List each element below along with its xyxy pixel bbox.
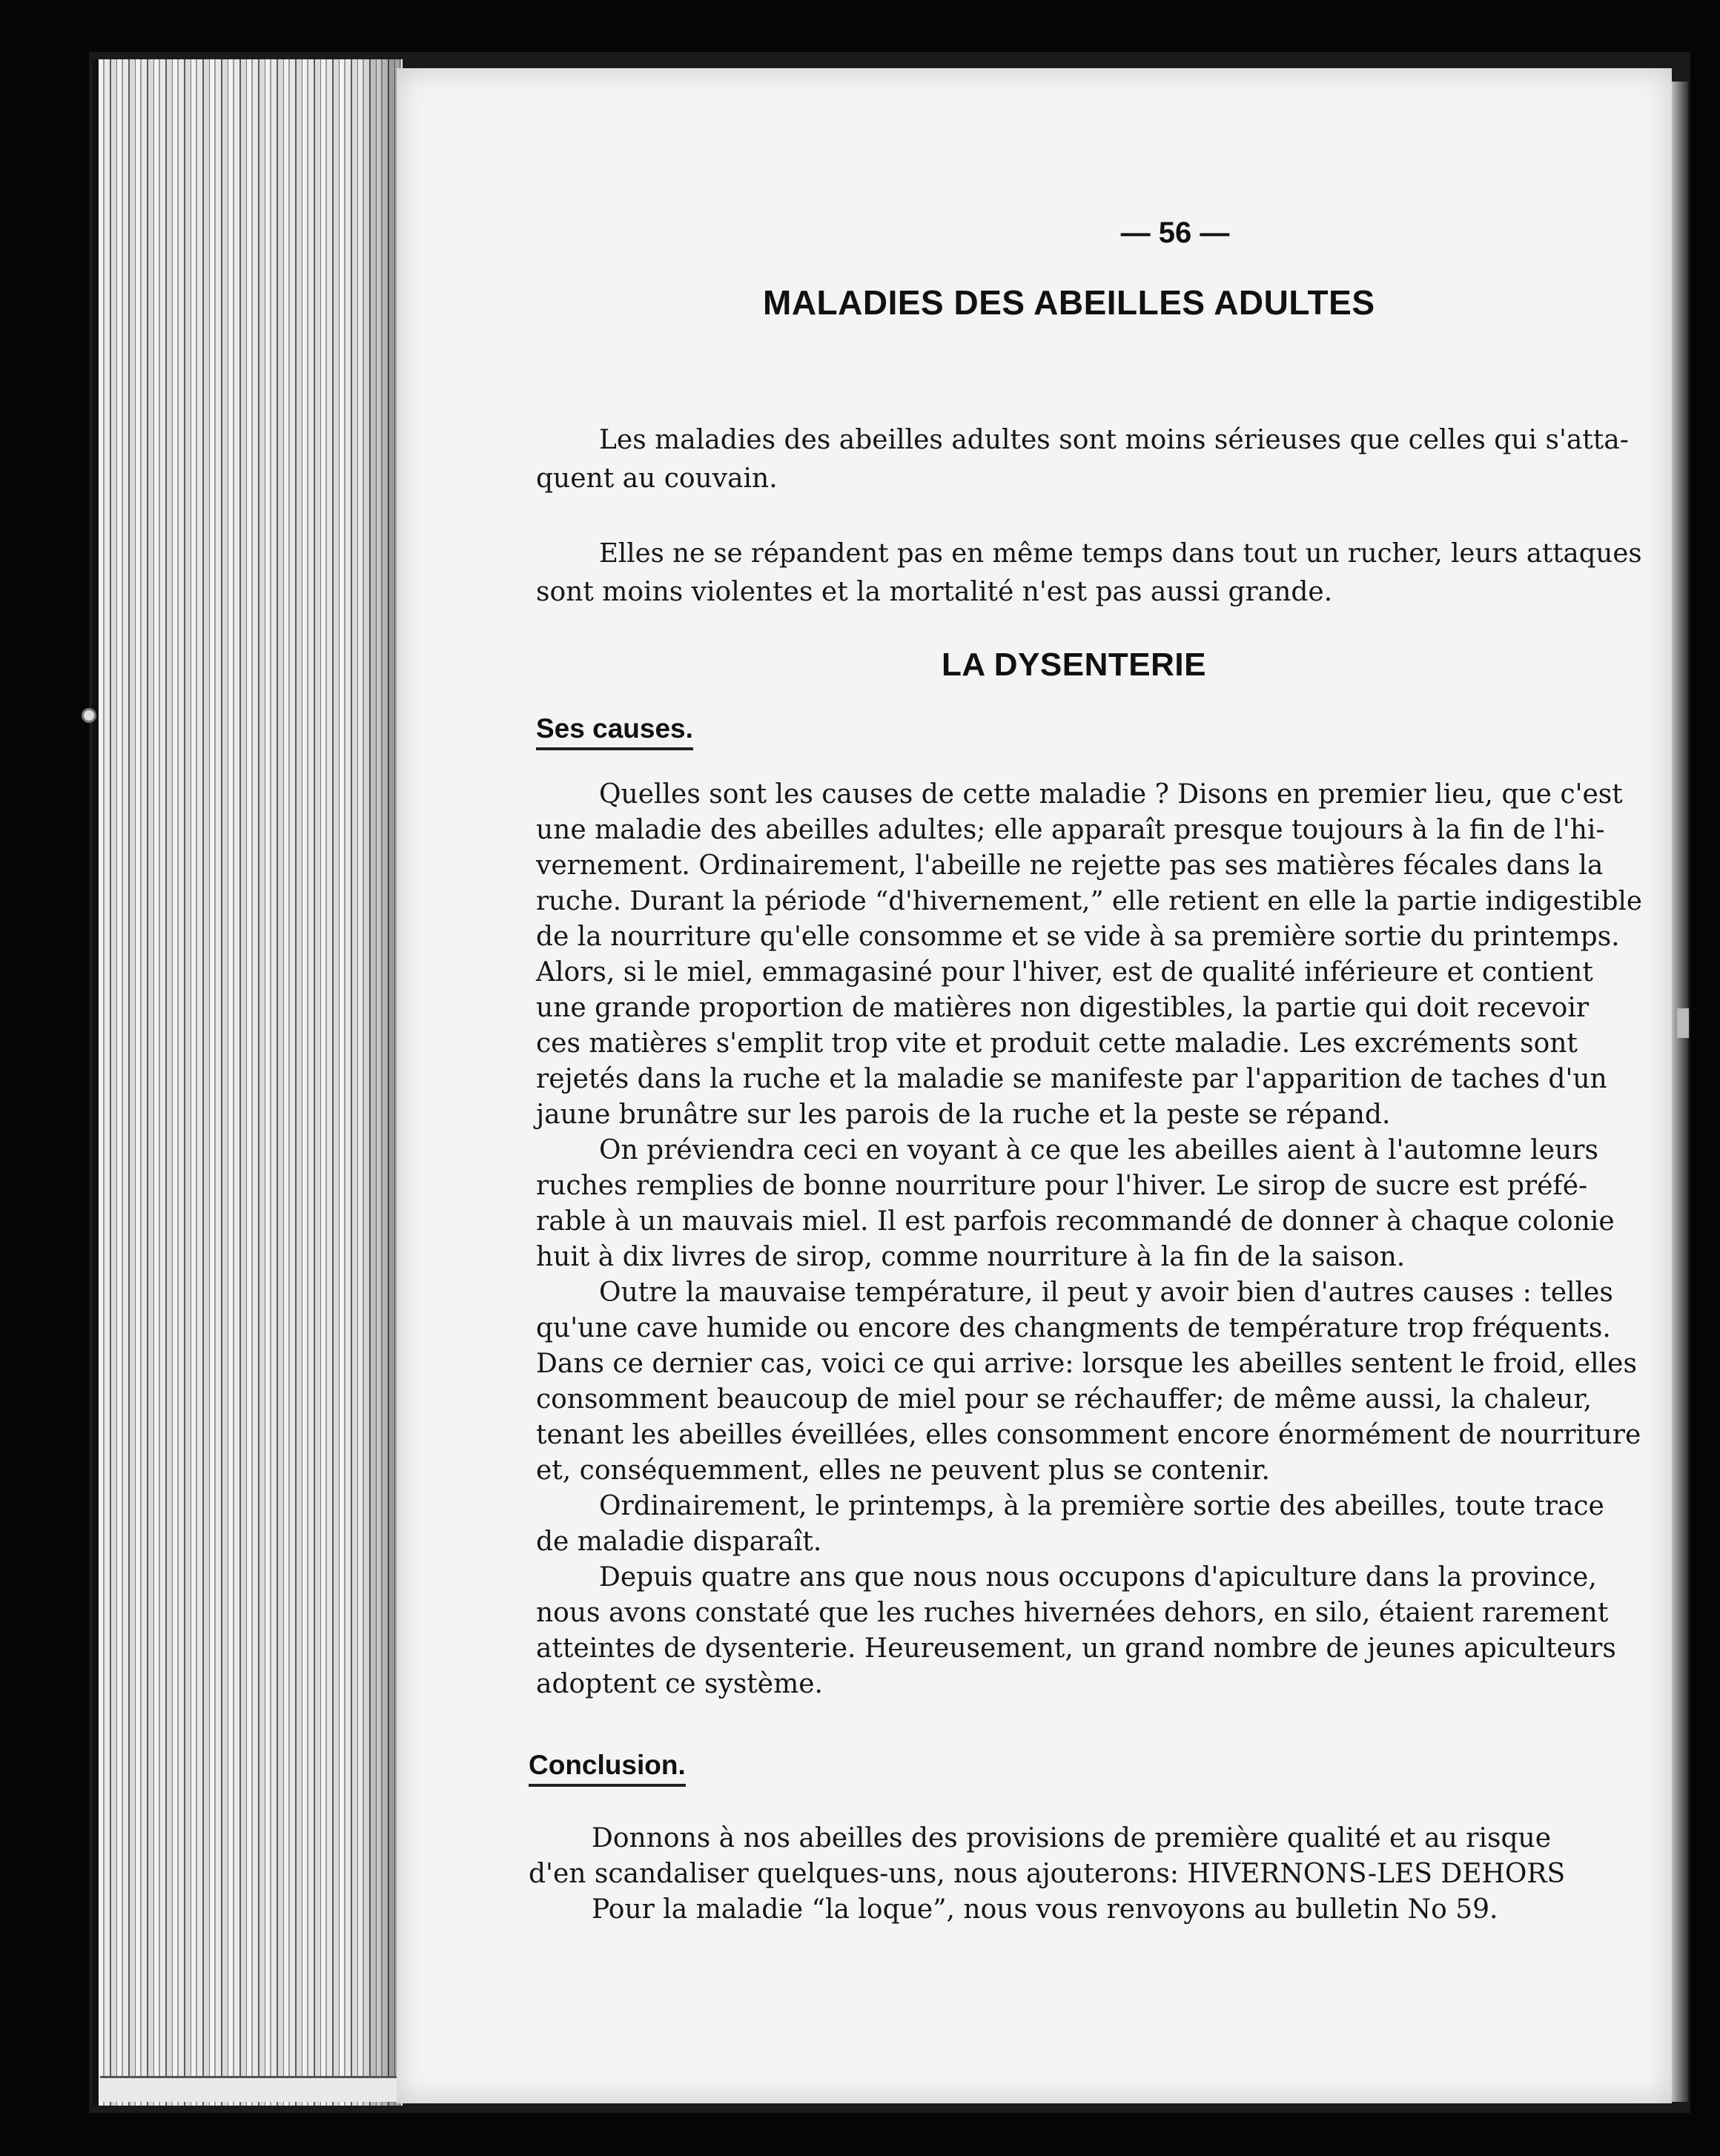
heading-maladies-abeilles-adultes: MALADIES DES ABEILLES ADULTES (763, 283, 1375, 322)
causes-line: rable à un mauvais miel. Il est parfois recommandé de donner à chaque colonie (536, 1206, 1615, 1237)
document-page (397, 68, 1672, 2103)
page-number: — 56 — (1120, 216, 1230, 249)
conclusion-line: Donnons à nos abeilles des provisions de première qualité et au risque (592, 1823, 1551, 1854)
conclusion-line: Pour la maladie “la loque”, nous vous renvoyons au bulletin No 59. (592, 1894, 1498, 1925)
causes-line: rejetés dans la ruche et la maladie se manifeste par l'apparition de taches d'un (536, 1064, 1607, 1094)
causes-line: Quelles sont les causes de cette maladie ? Disons en premier lieu, que c'est (599, 779, 1623, 810)
subheading-conclusion: Conclusion. (529, 1750, 686, 1787)
causes-line: adoptent ce système. (536, 1669, 823, 1699)
causes-line: huit à dix livres de sirop, comme nourriture à la fin de la saison. (536, 1242, 1406, 1272)
causes-line: de la nourriture qu'elle consomme et se vide à sa première sortie du printemps. (536, 922, 1620, 952)
causes-line: de maladie disparaît. (536, 1527, 822, 1557)
causes-line: atteintes de dysenterie. Heureusement, un grand nombre de jeunes apiculteurs (536, 1633, 1616, 1664)
heading-la-dysenterie: LA DYSENTERIE (942, 647, 1206, 683)
subheading-ses-causes: Ses causes. (536, 713, 693, 750)
book-right-edge (1672, 82, 1688, 2102)
intro-p1-line: Les maladies des abeilles adultes sont moins sérieuses que celles qui s'atta- (599, 425, 1629, 455)
causes-line: ces matières s'emplit trop vite et produit cette maladie. Les excréments sont (536, 1028, 1578, 1059)
causes-line: ruche. Durant la période “d'hivernement,” elle retient en elle la partie indigestible (536, 886, 1642, 916)
causes-line: vernement. Ordinairement, l'abeille ne rejette pas ses matières fécales dans la (536, 850, 1604, 881)
page-gutter-shadow (356, 59, 400, 2106)
causes-line: et, conséquemment, elles ne peuvent plus se contenir. (536, 1455, 1270, 1486)
intro-p1-line: quent au couvain. (536, 463, 778, 494)
causes-line: une maladie des abeilles adultes; elle apparaît presque toujours à la fin de l'hi- (536, 815, 1605, 845)
causes-line: consomment beaucoup de miel pour se réchauffer; de même aussi, la chaleur, (536, 1384, 1592, 1415)
causes-line: nous avons constaté que les ruches hivernées dehors, en silo, étaient rarement (536, 1598, 1609, 1628)
causes-line: une grande proportion de matières non digestibles, la partie qui doit recevoir (536, 993, 1590, 1023)
conclusion-line: d'en scandaliser quelques-uns, nous ajouterons: HIVERNONS-LES DEHORS (529, 1859, 1566, 1889)
causes-line: jaune brunâtre sur les parois de la ruche et la peste se répand. (536, 1100, 1391, 1130)
causes-line: Depuis quatre ans que nous nous occupons d'apiculture dans la province, (599, 1562, 1597, 1593)
margin-hole-mark (82, 708, 96, 723)
causes-line: Outre la mauvaise température, il peut y avoir bien d'autres causes : telles (599, 1277, 1613, 1308)
causes-line: ruches remplies de bonne nourriture pour l'hiver. Le sirop de sucre est préfé- (536, 1171, 1588, 1201)
causes-line: Alors, si le miel, emmagasiné pour l'hiver, est de qualité inférieure et contient (536, 957, 1593, 988)
causes-line: Dans ce dernier cas, voici ce qui arrive: lorsque les abeilles sentent le froid, elles (536, 1349, 1637, 1379)
margin-smudge-mark (1677, 1008, 1689, 1038)
causes-line: qu'une cave humide ou encore des changments de température trop fréquents. (536, 1313, 1611, 1343)
causes-line: tenant les abeilles éveillées, elles consomment encore énormément de nourriture (536, 1420, 1641, 1450)
causes-line: On préviendra ceci en voyant à ce que les abeilles aient à l'automne leurs (599, 1135, 1598, 1165)
causes-line: Ordinairement, le printemps, à la première sortie des abeilles, toute trace (599, 1491, 1604, 1521)
intro-p2-line: Elles ne se répandent pas en même temps dans tout un rucher, leurs attaques (599, 538, 1642, 569)
intro-p2-line: sont moins violentes et la mortalité n'est pas aussi grande. (536, 577, 1333, 607)
